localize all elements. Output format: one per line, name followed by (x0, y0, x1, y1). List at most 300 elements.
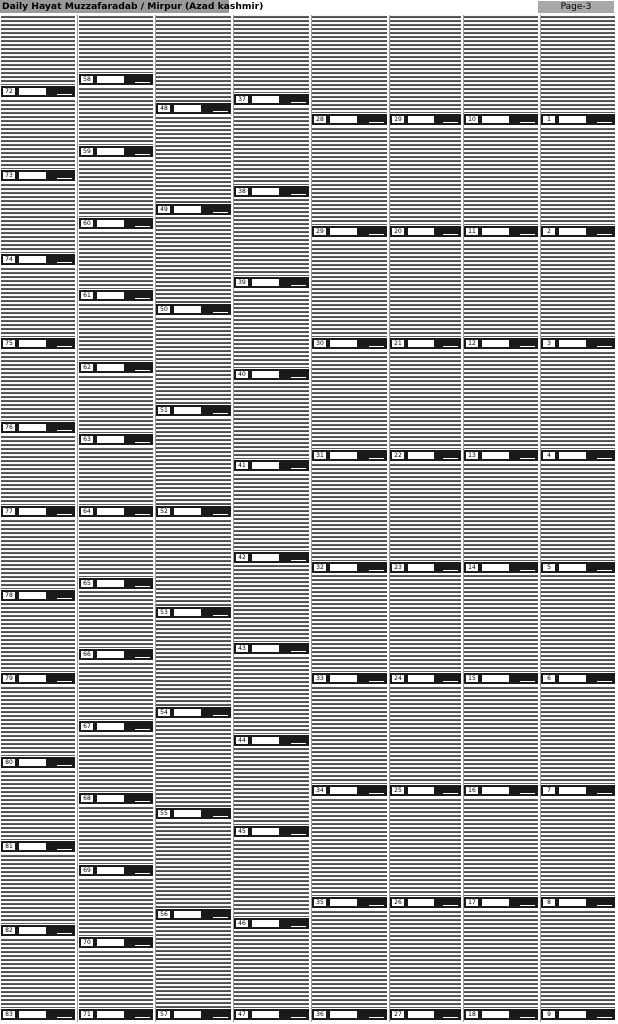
classified-notice-bar (541, 897, 615, 908)
article-text-block (156, 821, 231, 908)
notice-title-box (174, 1011, 201, 1018)
classified-notice-bar (1, 338, 75, 349)
article-text-block (79, 159, 153, 217)
notice-number: 80 (3, 759, 15, 766)
article-text-block (1, 686, 75, 756)
article-text-block (390, 910, 461, 1008)
notice-logo-icon (443, 228, 458, 235)
notice-number: 30 (314, 340, 326, 347)
article-text-block (390, 15, 461, 113)
notice-title-box (252, 371, 279, 378)
notice-number: 16 (466, 787, 478, 794)
article-text-block (541, 351, 615, 449)
notice-title-box (330, 116, 357, 123)
notice-title-box (252, 279, 279, 286)
notice-logo-icon (369, 452, 384, 459)
article-text-block (541, 463, 615, 561)
notice-logo-icon (213, 306, 228, 313)
article-text-block (234, 839, 309, 917)
article-text-block (1, 183, 75, 253)
article-text-block (541, 127, 615, 225)
notice-logo-icon (369, 899, 384, 906)
notice-number: 50 (158, 306, 170, 313)
notice-number: 13 (466, 452, 478, 459)
notice-title-box (19, 424, 46, 431)
classified-notice-bar (464, 562, 538, 573)
notice-logo-icon (291, 920, 306, 927)
classified-notice-bar (234, 369, 309, 380)
classified-notice-bar (1, 86, 75, 97)
notice-number: 4 (543, 452, 555, 459)
notice-logo-icon (57, 172, 72, 179)
article-text-block (234, 290, 309, 368)
notice-number: 26 (392, 899, 404, 906)
notice-title-box (559, 899, 586, 906)
classified-notice-bar (156, 405, 231, 416)
notice-number: 82 (3, 927, 15, 934)
article-text-block (464, 15, 538, 113)
article-text-block (1, 854, 75, 924)
notice-title-box (252, 645, 279, 652)
notice-logo-icon (520, 228, 535, 235)
notice-logo-icon (135, 867, 150, 874)
notice-title-box (174, 911, 201, 918)
article-text-block (156, 418, 231, 505)
article-text-block (1, 267, 75, 337)
notice-logo-icon (520, 340, 535, 347)
notice-number: 15 (466, 675, 478, 682)
article-text-block (390, 686, 461, 784)
notice-number: 42 (236, 554, 248, 561)
notice-number: 58 (81, 76, 93, 83)
notice-number: 18 (466, 1011, 478, 1018)
notice-logo-icon (369, 228, 384, 235)
column-3 (155, 15, 232, 1022)
notice-logo-icon (597, 675, 612, 682)
classified-notice-bar (312, 450, 387, 461)
article-text-block (312, 574, 387, 672)
notice-title-box (252, 554, 279, 561)
classified-notice-bar (312, 114, 387, 125)
notice-logo-icon (135, 220, 150, 227)
page-number-label: Page-3 (538, 1, 614, 13)
notice-logo-icon (443, 340, 458, 347)
article-text-block (79, 734, 153, 792)
article-text-block (390, 127, 461, 225)
classified-notice-bar (312, 226, 387, 237)
article-text-block (1, 99, 75, 169)
notice-logo-icon (369, 564, 384, 571)
classified-notice-bar (79, 506, 153, 517)
notice-number: 35 (314, 899, 326, 906)
notice-number: 29 (314, 228, 326, 235)
classified-notice-bar (541, 785, 615, 796)
notice-logo-icon (213, 206, 228, 213)
notice-title-box (330, 228, 357, 235)
notice-number: 9 (543, 1011, 555, 1018)
notice-logo-icon (213, 105, 228, 112)
notice-logo-icon (213, 911, 228, 918)
notice-title-box (97, 795, 124, 802)
notice-title-box (482, 116, 509, 123)
classified-notice-bar (234, 94, 309, 105)
notice-logo-icon (135, 939, 150, 946)
notice-number: 23 (392, 564, 404, 571)
notice-title-box (97, 148, 124, 155)
classified-notice-bar (312, 562, 387, 573)
article-text-block (79, 447, 153, 505)
notice-number: 5 (543, 564, 555, 571)
notice-number: 69 (81, 867, 93, 874)
classified-notice-bar (541, 114, 615, 125)
notice-logo-icon (135, 1011, 150, 1018)
classified-notice-bar (390, 450, 461, 461)
article-text-block (390, 463, 461, 561)
notice-logo-icon (135, 651, 150, 658)
notice-number: 81 (3, 843, 15, 850)
notice-number: 73 (3, 172, 15, 179)
article-text-block (1, 351, 75, 421)
notice-title-box (408, 228, 434, 235)
notice-logo-icon (597, 1011, 612, 1018)
notice-logo-icon (443, 675, 458, 682)
article-text-block (234, 198, 309, 276)
notice-number: 72 (3, 88, 15, 95)
notice-title-box (330, 564, 357, 571)
notice-number: 63 (81, 436, 93, 443)
article-text-block (156, 619, 231, 706)
notice-title-box (19, 759, 46, 766)
notice-logo-icon (291, 96, 306, 103)
classified-notice-bar (464, 338, 538, 349)
classified-notice-bar (234, 735, 309, 746)
notice-title-box (559, 787, 586, 794)
article-text-block (234, 564, 309, 642)
notice-number: 47 (236, 1011, 248, 1018)
notice-number: 77 (3, 508, 15, 515)
article-text-block (464, 910, 538, 1008)
classified-notice-bar (541, 226, 615, 237)
notice-title-box (174, 609, 201, 616)
notice-number: 40 (236, 371, 248, 378)
classified-notice-bar (79, 649, 153, 660)
classified-notice-bar (390, 785, 461, 796)
notice-title-box (19, 88, 46, 95)
classified-notice-bar (390, 673, 461, 684)
notice-title-box (174, 105, 201, 112)
article-text-block (156, 15, 231, 102)
notice-logo-icon (443, 787, 458, 794)
article-text-block (312, 351, 387, 449)
article-text-block (156, 116, 231, 203)
article-text-block (156, 720, 231, 807)
classified-notice-bar (79, 434, 153, 445)
classified-notice-bar (1, 422, 75, 433)
notice-title-box (330, 675, 357, 682)
notice-logo-icon (520, 675, 535, 682)
notice-number: 14 (466, 564, 478, 571)
notice-number: 52 (158, 508, 170, 515)
notice-number: 45 (236, 828, 248, 835)
notice-number: 76 (3, 424, 15, 431)
article-text-block (312, 127, 387, 225)
notice-logo-icon (57, 1011, 72, 1018)
notice-title-box (19, 256, 46, 263)
notice-logo-icon (213, 810, 228, 817)
article-text-block (390, 351, 461, 449)
notice-number: 17 (466, 899, 478, 906)
classified-notice-bar (464, 897, 538, 908)
notice-logo-icon (57, 508, 72, 515)
notice-logo-icon (597, 899, 612, 906)
notice-number: 49 (158, 206, 170, 213)
notice-number: 57 (158, 1011, 170, 1018)
notice-logo-icon (291, 188, 306, 195)
notice-logo-icon (369, 116, 384, 123)
notice-number: 7 (543, 787, 555, 794)
classified-notice-bar (541, 450, 615, 461)
classified-notice-bar (464, 114, 538, 125)
notice-title-box (97, 76, 124, 83)
notice-title-box (97, 723, 124, 730)
classified-notice-bar (1, 590, 75, 601)
notice-logo-icon (213, 407, 228, 414)
classified-notice-bar (234, 1009, 309, 1020)
classified-notice-bar (79, 793, 153, 804)
notice-logo-icon (520, 1011, 535, 1018)
article-text-block (156, 216, 231, 303)
notice-number: 54 (158, 709, 170, 716)
notice-logo-icon (443, 116, 458, 123)
article-text-block (464, 239, 538, 337)
notice-number: 64 (81, 508, 93, 515)
notice-title-box (252, 462, 279, 469)
classified-notice-bar (541, 338, 615, 349)
notice-number: 65 (81, 580, 93, 587)
masthead-title: Daily Hayat Muzzafaradab / Mirpur (Azad kashmir) (2, 1, 264, 12)
classified-notice-bar (312, 785, 387, 796)
notice-title-box (408, 452, 434, 459)
notice-logo-icon (57, 340, 72, 347)
classified-notice-bar (79, 721, 153, 732)
classified-notice-bar (390, 897, 461, 908)
article-text-block (464, 574, 538, 672)
article-text-block (312, 239, 387, 337)
notice-logo-icon (291, 554, 306, 561)
notice-title-box (408, 787, 434, 794)
notice-number: 24 (392, 675, 404, 682)
notice-number: 68 (81, 795, 93, 802)
notice-title-box (174, 206, 201, 213)
notice-number: 79 (3, 675, 15, 682)
column-6 (389, 15, 462, 1022)
notice-title-box (408, 675, 434, 682)
article-text-block (464, 686, 538, 784)
notice-number: 46 (236, 920, 248, 927)
notice-logo-icon (291, 462, 306, 469)
notice-title-box (559, 564, 586, 571)
notice-logo-icon (443, 899, 458, 906)
article-text-block (1, 519, 75, 589)
article-text-block (464, 351, 538, 449)
notice-logo-icon (57, 424, 72, 431)
classified-notice-bar (234, 552, 309, 563)
notice-logo-icon (291, 828, 306, 835)
notice-title-box (408, 340, 434, 347)
article-text-block (390, 574, 461, 672)
notice-number: 20 (392, 228, 404, 235)
classified-notice-bar (1, 757, 75, 768)
classified-notice-bar (156, 1009, 231, 1020)
notice-number: 43 (236, 645, 248, 652)
notice-title-box (482, 452, 509, 459)
column-5 (311, 15, 388, 1022)
notice-number: 59 (81, 148, 93, 155)
notice-logo-icon (57, 592, 72, 599)
classified-notice-bar (1, 925, 75, 936)
classified-notice-bar (464, 1009, 538, 1020)
notice-number: 55 (158, 810, 170, 817)
notice-title-box (174, 709, 201, 716)
notice-logo-icon (57, 759, 72, 766)
classified-notice-bar (79, 865, 153, 876)
classified-notice-bar (464, 673, 538, 684)
article-text-block (79, 662, 153, 720)
article-text-block (79, 590, 153, 648)
notice-number: 37 (236, 96, 248, 103)
classified-notice-bar (234, 277, 309, 288)
notice-logo-icon (597, 564, 612, 571)
notice-title-box (408, 564, 434, 571)
notice-logo-icon (57, 927, 72, 934)
article-text-block (312, 798, 387, 896)
notice-logo-icon (369, 340, 384, 347)
notice-number: 12 (466, 340, 478, 347)
notice-logo-icon (597, 787, 612, 794)
notice-title-box (19, 592, 46, 599)
column-1 (0, 15, 76, 1022)
column-7 (463, 15, 539, 1022)
notice-number: 61 (81, 292, 93, 299)
notice-number: 62 (81, 364, 93, 371)
classified-notice-bar (156, 304, 231, 315)
notice-number: 44 (236, 737, 248, 744)
notice-title-box (174, 306, 201, 313)
notice-logo-icon (213, 1011, 228, 1018)
notice-title-box (19, 340, 46, 347)
notice-number: 8 (543, 899, 555, 906)
notice-title-box (559, 116, 586, 123)
notice-logo-icon (135, 436, 150, 443)
notice-title-box (330, 340, 357, 347)
article-text-block (234, 381, 309, 459)
notice-logo-icon (135, 148, 150, 155)
classified-notice-bar (79, 362, 153, 373)
notice-number: 3 (543, 340, 555, 347)
notice-logo-icon (520, 116, 535, 123)
article-text-block (541, 910, 615, 1008)
article-text-block (234, 930, 309, 1008)
notice-title-box (559, 228, 586, 235)
notice-logo-icon (597, 228, 612, 235)
notice-number: 31 (314, 452, 326, 459)
notice-title-box (330, 1011, 357, 1018)
article-text-block (312, 910, 387, 1008)
article-text-block (79, 303, 153, 361)
notice-logo-icon (291, 645, 306, 652)
notice-number: 74 (3, 256, 15, 263)
notice-logo-icon (57, 88, 72, 95)
article-text-block (541, 574, 615, 672)
classified-notice-bar (312, 897, 387, 908)
classified-notice-bar (79, 1009, 153, 1020)
notice-title-box (97, 939, 124, 946)
notice-logo-icon (520, 787, 535, 794)
notice-title-box (330, 787, 357, 794)
notice-logo-icon (369, 675, 384, 682)
article-text-block (234, 656, 309, 734)
notice-logo-icon (291, 279, 306, 286)
notice-number: 39 (236, 279, 248, 286)
notice-title-box (252, 188, 279, 195)
notice-logo-icon (520, 564, 535, 571)
notice-number: 70 (81, 939, 93, 946)
notice-number: 19 (392, 116, 404, 123)
notice-number: 33 (314, 675, 326, 682)
notice-logo-icon (443, 564, 458, 571)
article-text-block (234, 15, 309, 93)
classified-notice-bar (156, 808, 231, 819)
notice-logo-icon (135, 76, 150, 83)
classified-notice-bar (390, 562, 461, 573)
notice-number: 71 (81, 1011, 93, 1018)
notice-title-box (482, 1011, 509, 1018)
notice-number: 27 (392, 1011, 404, 1018)
classified-notice-bar (156, 707, 231, 718)
notice-title-box (97, 1011, 124, 1018)
notice-number: 11 (466, 228, 478, 235)
column-2 (78, 15, 154, 1022)
notice-logo-icon (520, 452, 535, 459)
notice-title-box (19, 508, 46, 515)
notice-logo-icon (213, 508, 228, 515)
notice-logo-icon (291, 737, 306, 744)
classified-notice-bar (79, 937, 153, 948)
article-text-block (390, 798, 461, 896)
notice-number: 48 (158, 105, 170, 112)
notice-number: 2 (543, 228, 555, 235)
notice-title-box (482, 340, 509, 347)
notice-number: 38 (236, 188, 248, 195)
classified-notice-bar (156, 103, 231, 114)
notice-number: 6 (543, 675, 555, 682)
notice-logo-icon (213, 709, 228, 716)
notice-title-box (408, 1011, 434, 1018)
article-text-block (312, 15, 387, 113)
notice-number: 83 (3, 1011, 15, 1018)
notice-logo-icon (443, 452, 458, 459)
classified-notice-bar (79, 146, 153, 157)
notice-number: 75 (3, 340, 15, 347)
notice-number: 66 (81, 651, 93, 658)
article-text-block (1, 435, 75, 505)
classified-notice-bar (234, 186, 309, 197)
notice-logo-icon (520, 899, 535, 906)
notice-title-box (482, 899, 509, 906)
classified-notice-bar (1, 506, 75, 517)
notice-number: 60 (81, 220, 93, 227)
notice-logo-icon (135, 292, 150, 299)
